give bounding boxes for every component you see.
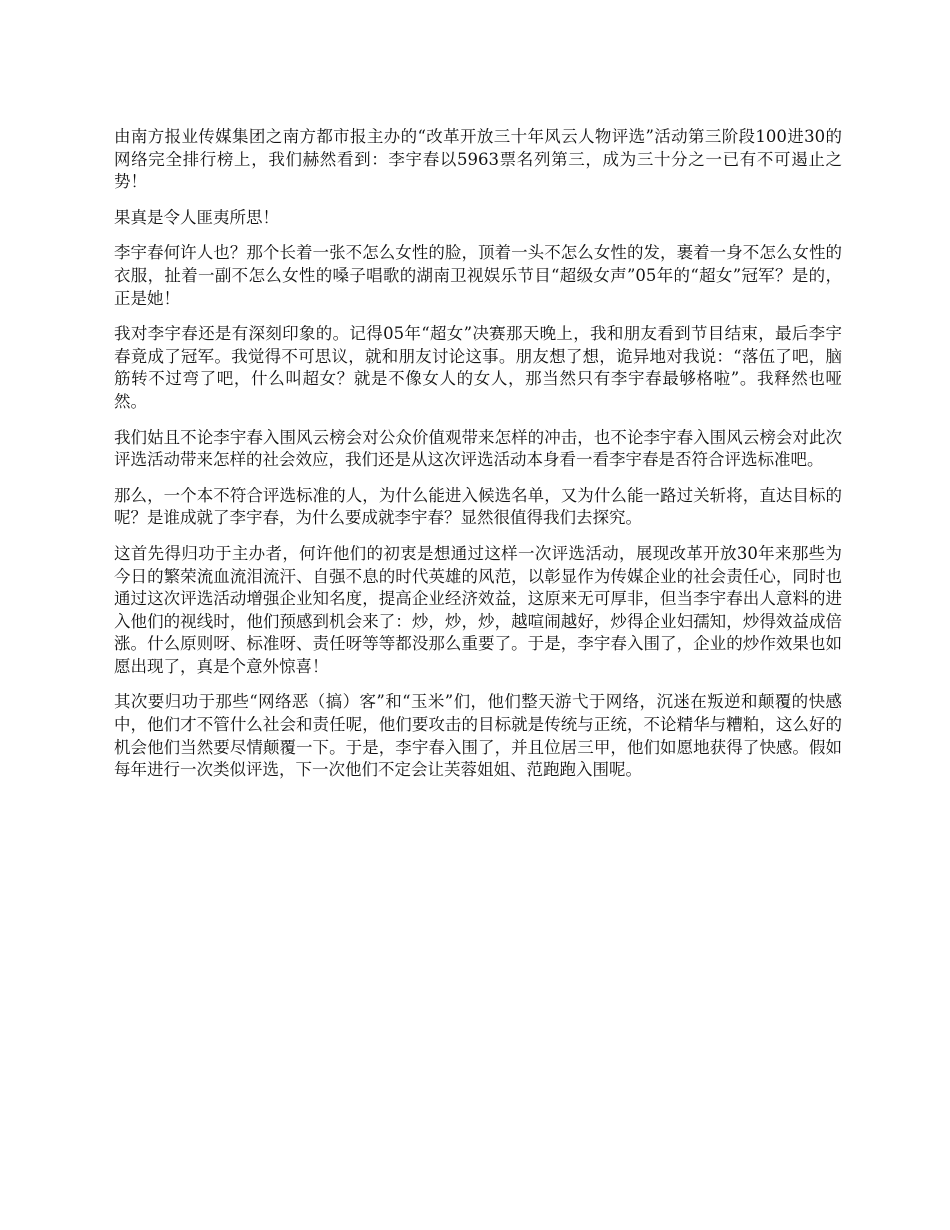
paragraph: 这首先得归功于主办者，何许他们的初衷是想通过这样一次评选活动，展现改革开放30年来那些为今日的繁荣流血流泪流汗、自强不息的时代英雄的风范，以彰显作为传媒企业的社会责任心，同时也通过这次评选活动增强企业知名度，提高企业经济效益，这原来无可厚非，但当李宇春出人意料的进入他们的视线时，他们预感到机会来了：炒，炒，炒，越喧闹越好，炒得企业妇孺知，炒得效益成倍涨。什么原则呀、标准呀、责任呀等等都没那么重要了。于是，李宇春入围了，企业的炒作效果也如愿出现了，真是个意外惊喜！ [114,543,842,676]
paragraph: 我对李宇春还是有深刻印象的。记得05年“超女”决赛那天晚上，我和朋友看到节目结束，最后李宇春竟成了冠军。我觉得不可思议，就和朋友讨论这事。朋友想了想，诡异地对我说：“落伍了吧，脑筋转不过弯了吧，什么叫超女？就是不像女人的女人，那当然只有李宇春最够格啦”。我释然也哑然。 [114,324,842,411]
paragraph: 那么，一个本不符合评选标准的人，为什么能进入候选名单，又为什么能一路过关斩将，直达目标的呢？是谁成就了李宇春，为什么要成就李宇春？显然很值得我们去探究。 [114,485,842,528]
paragraph: 由南方报业传媒集团之南方都市报主办的“改革开放三十年风云人物评选”活动第三阶段100进30的网络完全排行榜上，我们赫然看到：李宇春以5963票名列第三，成为三十分之一已有不可遏止之势！ [114,127,842,192]
paragraph: 李宇春何许人也？那个长着一张不怎么女性的脸，顶着一头不怎么女性的发，裹着一身不怎么女性的衣服，扯着一副不怎么女性的嗓子唱歌的湖南卫视娱乐节目“超级女声”05年的“超女”冠军？是的，正是她！ [114,243,842,308]
paragraph: 其次要归功于那些“网络恶（搞）客”和“玉米”们，他们整天游弋于网络，沉迷在叛逆和颠覆的快感中，他们才不管什么社会和责任呢，他们要攻击的目标就是传统与正统，不论精华与糟粕，这么好的机会他们当然要尽情颠覆一下。于是，李宇春入围了，并且位居三甲，他们如愿地获得了快感。假如每年进行一次类似评选，下一次他们不定会让芙蓉姐姐、范跑跑入围呢。 [114,692,842,780]
paragraph: 果真是令人匪夷所思！ [114,207,279,227]
paragraph: 我们姑且不论李宇春入围风云榜会对公众价值观带来怎样的冲击，也不论李宇春入围风云榜会对此次评选活动带来怎样的社会效应，我们还是从这次评选活动本身看一看李宇春是否符合评选标准吧。 [114,427,842,470]
article-body [114,126,842,795]
